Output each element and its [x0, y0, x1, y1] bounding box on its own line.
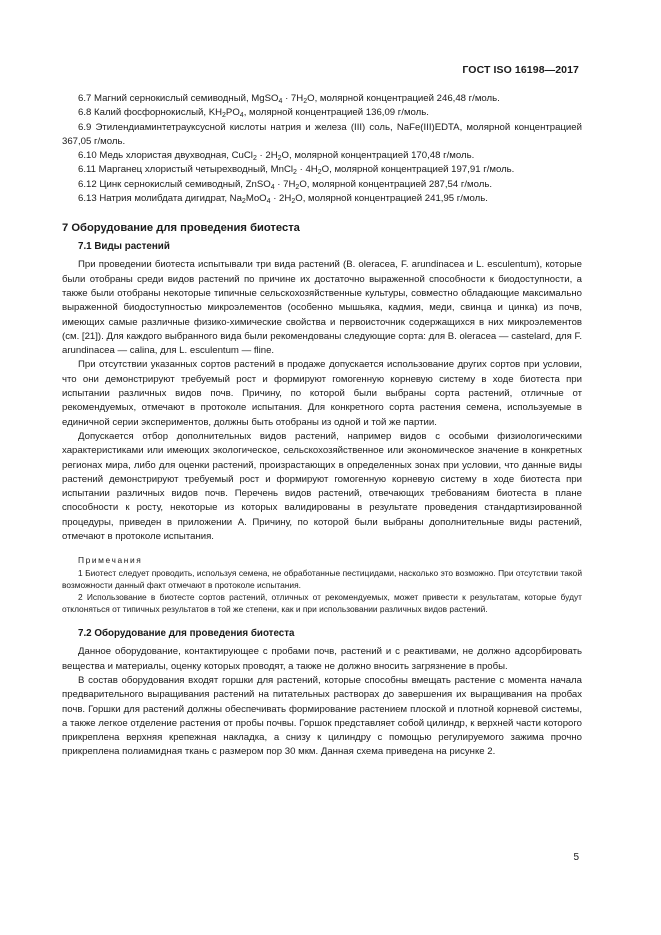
item-formula: NaFe(III)EDTA [396, 121, 460, 133]
page-content [62, 92, 582, 760]
item-text: Калий фосфорнокислый, [94, 107, 209, 119]
item-number: 6.12 [78, 178, 97, 190]
section-7-heading: 7 Оборудование для проведения биотеста [62, 222, 300, 235]
paragraph: При проведении биотеста испытывали три вида растений (B. oleracea, F. arundinacea и L. esculentum), которые были отобраны среди видов растений по причине их достаточно выраженной способности к биодоступности, а также были отобраны некоторые типичные сельскохозяйственные культуры, совместно обладающие максимально выраженной биодоступностью микроэлементов (особенно мышьяка, кадмия, меди, свинца и цинка) из почв, имеющих самые различные физико-химические свойства и первоисточник содержащихся в них микроэлементов (см. [21]). Для каждого выбранного вида были рекомендованы следующие сорта: для B. oleracea — castelard, для F. arundinacea — calina, для L. esculentum — fline. [62, 259, 582, 357]
item-formula: MgSO$_4$ · $7H_2O$ [251, 93, 315, 105]
item-text-tail: , молярной концентрацией 246,48 г/моль. [314, 93, 500, 104]
subsection-7-1-heading: 7.1 Виды растений [78, 241, 170, 253]
paragraph: При отсутствии указанных сортов растений в продаже допускается использование других сортов при условии, что они демонстрируют требуемый рост и формируют гомогенную корневую систему в ходе биотеста при испытании различных видов почв. Причину, по которой были выбраны сорта растений, отличные от рекомендуемых, отмечают в протоколе испытания. Для конкретного сорта растения семена, используемые в единичной серии экспериментов, должны быть отобраны из одной и той же партии. [62, 359, 582, 428]
item-text-tail: , молярной концентрацией 367,05 г/моль. [62, 121, 582, 147]
subsection-7-2-heading: 7.2 Оборудование для проведения биотеста [78, 628, 295, 640]
item-formula: $KH_2PO_4$ [208, 107, 244, 120]
item-number: 6.9 [78, 121, 92, 133]
reagent-list [62, 92, 582, 206]
item-text: Медь хлористая двухводная, [99, 150, 232, 162]
item-number: 6.13 [78, 193, 97, 205]
item-number: 6.10 [78, 150, 97, 162]
item-text-tail: , молярной концентрацией 287,54 г/моль. [306, 178, 493, 190]
item-text: Магний сернокислый семиводный, [94, 93, 252, 104]
note-2: 2 Использование в биотесте сортов растений, отличных от рекомендуемых, может привести к результатам, которые будут отклоняться от типичных результатов в той же степени, как и при использовании различных видов растений. [62, 592, 582, 615]
item-formula: ZnSO$_4$ · $7H_2O$ [245, 178, 307, 191]
note-1: 1 Биотест следует проводить, используя семена, не обработанные пестицидами, насколько это возможно. При отсутствии такой возможности данный факт отмечают в протоколе испытания. [62, 568, 582, 591]
reagent-item-6-12 [62, 178, 582, 192]
paragraph: В состав оборудования входят горшки для растений, которые способны вмещать растение с момента начала предварительного выращивания растений на питательных растворах до завершения их выращивания на пробах почв. Горшки для растений должны обеспечивать формирование растением плоской и плотной корневой системы, а также легкое отделение растения от пробы почвы. Горшок представляет собой цилиндр, к верхней части которого прикреплена верхняя крепежная накладка, а снизу к цилиндру с помощью регулируемого зажима прочно прикреплена полиамидная ткань с размером пор 30 мкм. Данная схема приведена на рисунке 2. [62, 674, 582, 758]
item-text-tail: , молярной концентрацией 241,95 г/моль. [302, 193, 488, 205]
paragraph: Допускается отбор дополнительных видов растений, например видов с особыми физиологическими характеристиками или имеющих экологическое, сельскохозяйственное или экономическое значение в конкретных регионах мира, либо для оценки растений, произрастающих в определенных зонах при условии, что данные виды растений демонстрируют требуемый рост и формируют гомогенную корневую систему в ходе биотеста при испытании различных видов почв. Перечень видов растений, отвечающих требованиям биотеста в плане способности к росту, некоторые из которых валидированы в результате проведения стандартизированной процедуры, приведен в приложении А. Причину, по которой были выбраны дополнительные виды растений, отмечают в протоколе испытания. [62, 430, 582, 543]
reagent-item-6-7 [62, 92, 582, 106]
item-number: 6.11 [78, 164, 96, 176]
page-number: 5 [573, 852, 579, 863]
reagent-item-6-8 [62, 106, 582, 120]
item-formula: $Na_2MoO_4 \cdot 2H_2O$ [229, 193, 303, 206]
paragraph: Данное оборудование, контактирующее с пробами почв, растений и с реактивами, не должно адсорбировать вещества и материалы, оценку которых проводят, а также не должно вносить загрязнение в пробы. [62, 646, 582, 672]
item-text-tail: , молярной концентрацией 197,91 г/моль. [329, 164, 515, 176]
item-number: 6.8 [78, 107, 92, 119]
item-text: Этилендиаминтетрауксусной кислоты натрия и железа (III) соль, [95, 121, 397, 133]
reagent-item-6-9 [62, 121, 582, 150]
reagent-item-6-11 [62, 163, 582, 177]
item-formula: MnCl$_2$ · $4H_2O$ [270, 164, 330, 177]
item-number: 6.7 [78, 93, 92, 104]
item-text-tail: , молярной концентрацией 136,09 г/моль. [243, 107, 429, 119]
item-text: Натрия молибдата дигидрат, [99, 193, 230, 205]
item-text-tail: , молярной концентрацией 170,48 г/моль. [289, 150, 475, 162]
standard-header: ГОСТ ISO 16198—2017 [462, 64, 579, 76]
item-formula: CuCl$_2$ · $2H_2O$ [231, 150, 290, 163]
notes-heading: Примечания [78, 555, 143, 566]
item-text: Марганец хлористый четырехводный, [98, 164, 271, 176]
reagent-item-6-13 [62, 192, 582, 206]
reagent-item-6-10 [62, 149, 582, 163]
item-text: Цинк сернокислый семиводный, [99, 178, 246, 190]
